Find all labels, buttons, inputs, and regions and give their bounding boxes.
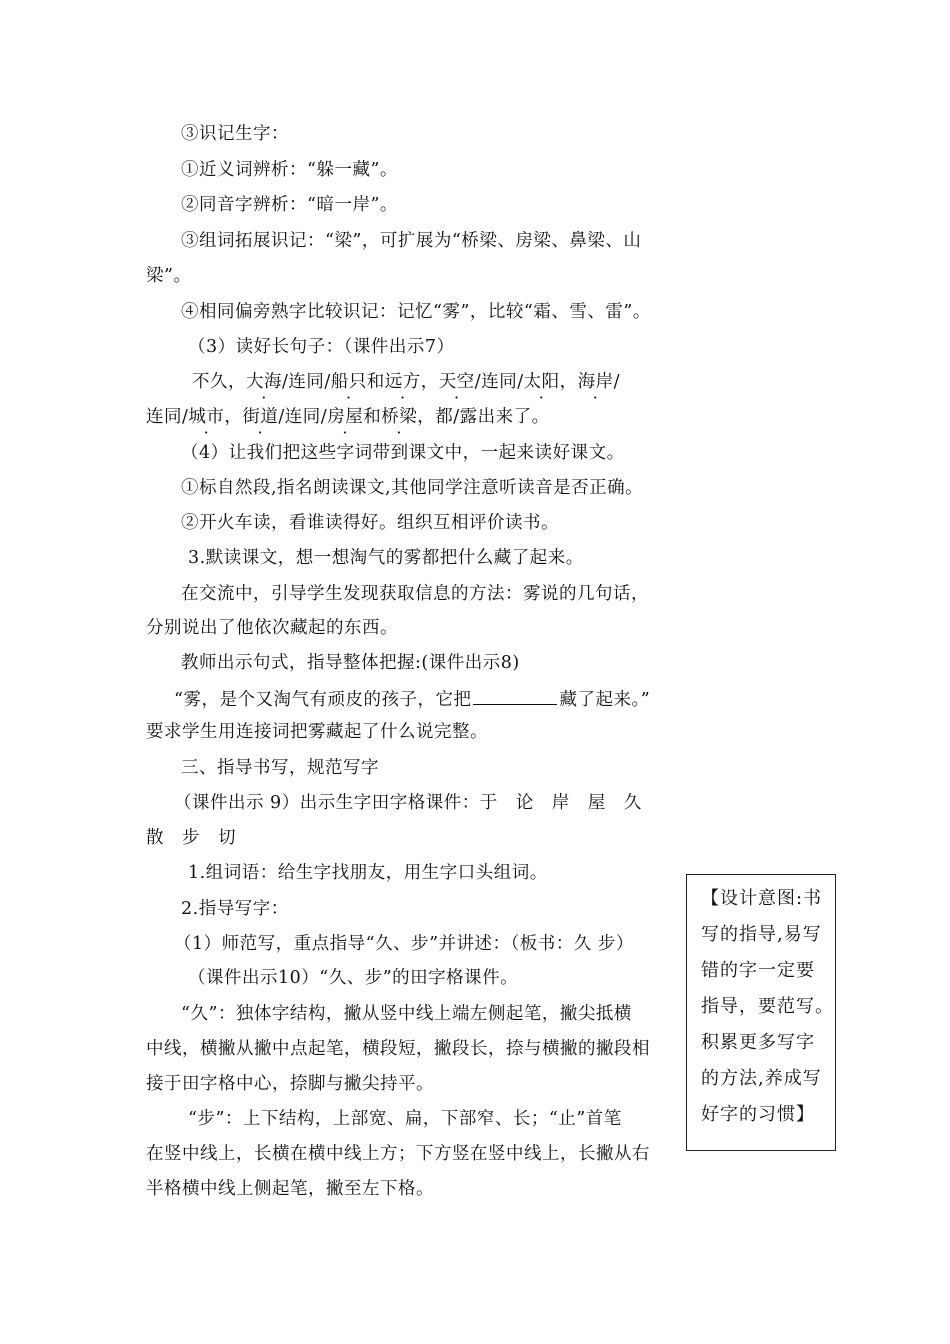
dotted-word: 房屋 — [327, 407, 364, 427]
design-intent-line: 【设计意图:书 — [701, 888, 823, 909]
dotted-word: 海岸 — [577, 372, 614, 392]
design-intent-line: 积累更多写字 — [701, 1032, 815, 1053]
sentence-segment: /连同/ — [278, 407, 328, 427]
sentence-segment: 藏了起来。” — [559, 690, 651, 710]
dotted-word: 船只 — [330, 372, 367, 392]
design-intent-line: 写的指导,易写 — [701, 924, 822, 945]
sentence-segment: ， — [420, 372, 439, 392]
sentence-segment: 不久， — [192, 372, 246, 392]
sentence-segment: 连同/ — [146, 407, 189, 427]
paragraph-line: ④相同偏旁熟字比较识记：记忆“雾”，比较“霜、雪、雷”。 — [181, 302, 651, 322]
design-intent-line: 指导，要范写。 — [701, 996, 834, 1017]
paragraph-line: ①标自然段,指名朗读课文,其他同学注意听读音是否正确。 — [181, 478, 644, 498]
long-sentence-line — [146, 405, 550, 429]
paragraph-line: （课件出示 9）出示生字田字格课件：于 论 岸 屋 久 — [174, 793, 642, 813]
paragraph-line: 1.组词语：给生字找朋友，用生字口头组词。 — [188, 863, 548, 883]
paragraph-line: 中线，横撇从撇中点起笔，横段短，撇段长，捺与横撇的撇段相 — [146, 1039, 650, 1059]
sentence-segment: 和 — [363, 407, 382, 427]
paragraph-line: ①近义词辨析：“躲一藏”。 — [181, 160, 398, 180]
design-intent-box — [686, 874, 836, 1151]
paragraph-line: ②同音字辨析：“暗一岸”。 — [181, 195, 398, 215]
dotted-word: 街道 — [242, 407, 279, 427]
sentence-segment: / — [613, 372, 620, 392]
paragraph-line: （1）师范写，重点指导“久、步”并讲述：（板书：久 步） — [174, 934, 634, 954]
design-intent-line: 好字的习惯】 — [701, 1104, 815, 1125]
sentence-segment: ，都/露出来了。 — [417, 407, 550, 427]
sentence-segment: 和 — [366, 372, 385, 392]
paragraph-line: “步”：上下结构，上部宽、扁，下部窄、长；“止”首笔 — [188, 1109, 622, 1129]
dotted-word: 天空 — [438, 372, 475, 392]
paragraph-line: 接于田字格中心，捺脚与撇尖持平。 — [146, 1074, 434, 1094]
paragraph-line: 散 步 切 — [146, 828, 236, 848]
dotted-word: 太阳 — [523, 372, 560, 392]
paragraph-line: （课件出示10）“久、步”的田字格课件。 — [188, 968, 519, 988]
paragraph-line: 在竖中线上，长横在横中线上方；下方竖在竖中线上，长撇从右 — [146, 1144, 650, 1164]
paragraph-line: 梁”。 — [146, 266, 192, 286]
sentence-segment: ， — [559, 372, 578, 392]
paragraph-line: 半格横中线上侧起笔，撇至左下格。 — [146, 1179, 434, 1199]
paragraph-line: “久”：独体字结构，撇从竖中线上端左侧起笔，撇尖抵横 — [181, 1004, 632, 1024]
paragraph-line: 分别说出了他依次藏起的东西。 — [146, 618, 398, 638]
dotted-word: 远方 — [384, 372, 421, 392]
paragraph-line: 在交流中，引导学生发现获取信息的方法：雾说的几句话， — [181, 584, 649, 604]
sentence-segment: /连同/ — [282, 372, 331, 392]
dotted-word: 城市 — [188, 407, 225, 427]
section-heading: 三、指导书写，规范写字 — [181, 758, 379, 778]
paragraph-line: 2.指导写字： — [181, 899, 289, 919]
paragraph-line: ②开火车读，看谁读得好。组织互相评价读书。 — [181, 513, 559, 533]
paragraph-line: （4）让我们把这些字词带到课文中，一起来读好课文。 — [181, 443, 625, 463]
sentence-segment: ， — [224, 407, 243, 427]
paragraph-line: ③识记生字： — [181, 124, 289, 144]
sentence-segment: /连同/ — [474, 372, 524, 392]
paragraph-line: （3）读好长句子：（课件出示7） — [188, 337, 455, 357]
dotted-word: 桥梁 — [381, 407, 418, 427]
paragraph-line: 3.默读课文，想一想淘气的雾都把什么藏了起来。 — [188, 548, 584, 568]
answer-blank — [473, 686, 557, 705]
fill-in-sentence — [174, 686, 650, 712]
design-intent-line: 错的字一定要 — [701, 960, 815, 981]
paragraph-line: ③组词拓展识记：“梁”，可扩展为“桥梁、房梁、鼻梁、山 — [181, 231, 642, 251]
long-sentence-line — [192, 370, 620, 394]
sentence-segment: “雾，是个又淘气有顽皮的孩子，它把 — [174, 690, 472, 710]
dotted-word: 大海 — [246, 372, 282, 392]
design-intent-line: 的方法,养成写 — [701, 1068, 822, 1089]
paragraph-line: 教师出示句式，指导整体把握:(课件出示8) — [181, 653, 520, 673]
paragraph-line: 要求学生用连接词把雾藏起了什么说完整。 — [146, 722, 488, 742]
